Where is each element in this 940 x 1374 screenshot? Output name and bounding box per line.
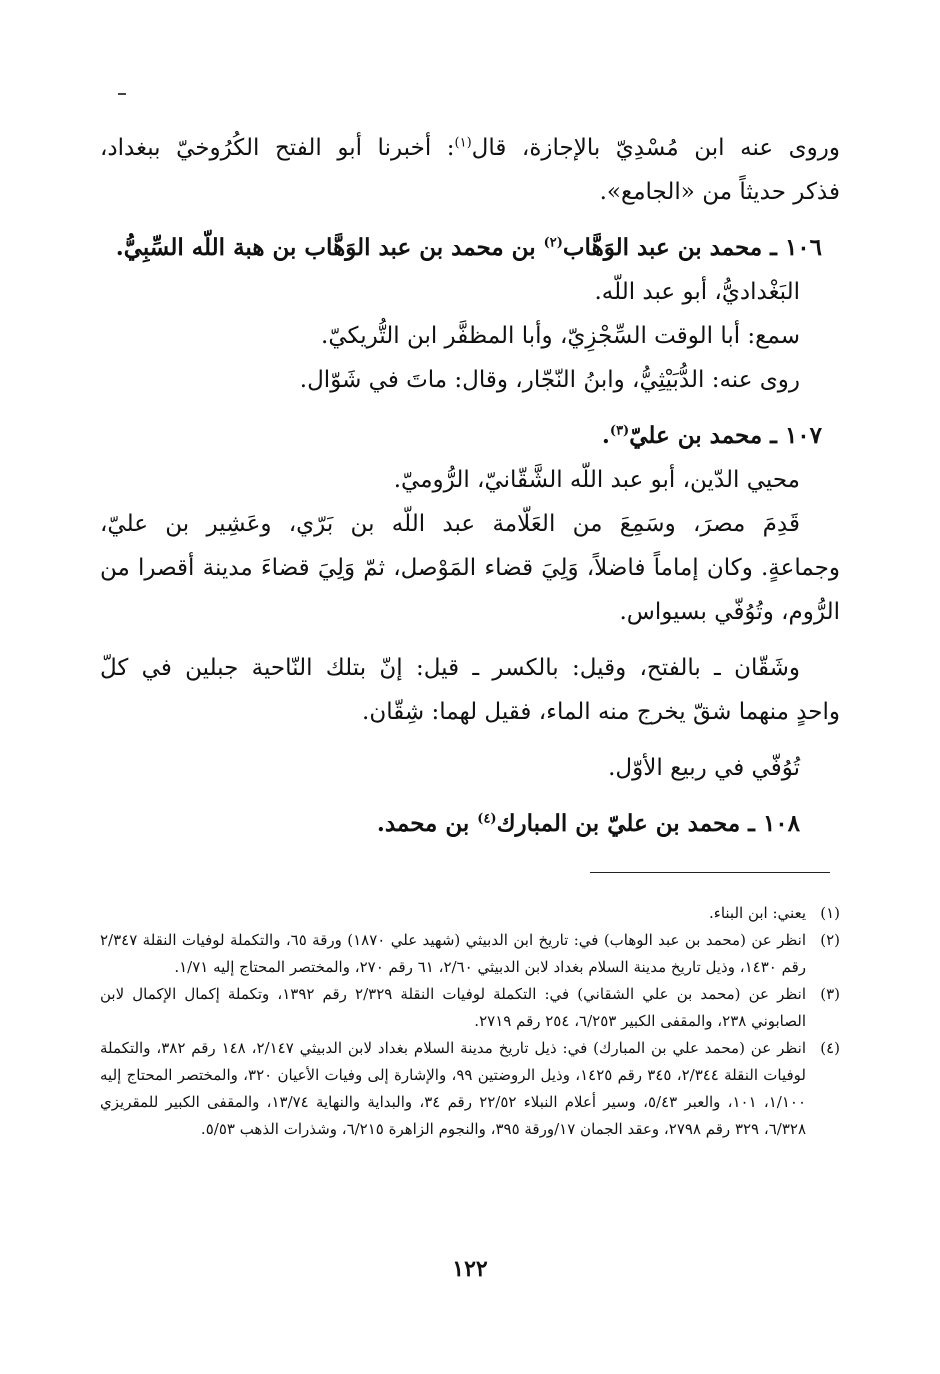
- footnotes: [100, 900, 840, 1143]
- entry-line: وجماعةٍ. وكان إماماً فاضلاً، وَلِيَ قضاء المَوْصل، ثمّ وَلِيَ قضاءَ مدينة أقصرا من: [100, 555, 840, 581]
- footnote-number: (٢): [820, 931, 840, 949]
- footnote-separator: [590, 872, 830, 873]
- entry-heading-107: ١٠٧ ـ محمد بن عليّ$^{(٣)}$.: [601, 422, 822, 449]
- scan-speck: [118, 93, 126, 95]
- entry-line: تُوُفّي في ربيع الأوّل.: [608, 755, 800, 781]
- footnote-number: (٤): [820, 1039, 840, 1057]
- footnote-ref-4[interactable]: (٤): [477, 811, 497, 827]
- entry-heading-106: ١٠٦ ـ محمد بن عبد الوَهَّاب$^{(٢)}$ بن محمد بن عبد الوَهَّاب بن هبة اللّه السِّبِيُّ.: [115, 234, 822, 261]
- footnote-text: انظر عن (محمد علي بن المبارك) في: ذيل تاريخ مدينة السلام بغداد لابن الدبيثي ٢/١٤٧، ١٤٨ رقم ٣٨٢، والتكملة لوفيات النقلة ٢/٣٤٤، ٣٤٥ رقم ١٤٢٥، وذيل الروضتين ٩٩، والإشارة إلى وفيات الأعيان ٣٢٠، والمختصر المحتاج إليه ١/١٠٠، ١٠١، والعبر ٥/٤٣، وسير أعلام النبلاء ٢٢/٥٢ رقم ٣٤، والبداية والنهاية ١٣/٧٤، والمقفى الكبير للمقريزي ٦/٣٢٨، ٣٢٩ رقم ٢٧٩٨، وعقد الجمان ١٧/ورقة ٣٩٥، والنجوم الزاهرة ٦/٢١٥، وشذرات الذهب ٥/٥٣.: [100, 1039, 807, 1138]
- footnote-1: [100, 900, 840, 927]
- entry-line: محيي الدّين، أبو عبد اللّه الشَّقّانيّ، الرُّوميّ.: [393, 467, 800, 493]
- footnote-text: انظر عن (محمد بن عبد الوهاب) في: تاريخ ابن الدبيثي (شهيد علي ١٨٧٠) ورقة ٦٥، والتكملة لوفيات النقلة ٢/٣٤٧ رقم ١٤٣٠، وذيل تاريخ مدينة السلام بغداد لابن الدبيثي ٢/٦٠، ٦١ رقم ٢٧٠، والمختصر المحتاج إليه ١/٧١.: [100, 931, 806, 976]
- footnote-text: يعني: ابن البناء.: [709, 904, 806, 922]
- entry-line: سمع: أبا الوقت السِّجْزِيّ، وأبا المظفَّر ابن التُّريكيّ.: [321, 323, 800, 349]
- entry-line: قَدِمَ مصرَ، وسَمِعَ من العَلّامة عبد اللّه بن بَرّي، وعَشِير بن عليّ،: [100, 511, 800, 537]
- footnote-2: [100, 927, 840, 981]
- entry-line: البَغْداديُّ، أبو عبد اللّه.: [594, 279, 800, 305]
- entry-heading-108: ١٠٨ ـ محمد بن عليّ بن المبارك$^{(٤)}$ بن محمد.: [376, 810, 800, 837]
- entry-line: وشَقّان ـ بالفتح، وقيل: بالكسر ـ قيل: إنّ بتلك النّاحية جبلين في كلّ: [100, 655, 800, 681]
- footnote-4: [100, 1035, 840, 1143]
- entry-line: روى عنه: الدُّبَيْثِيُّ، وابنُ النّجّار، وقال: ماتَ في شَوّال.: [299, 367, 800, 393]
- footnote-text: انظر عن (محمد بن علي الشقاني) في: التكملة لوفيات النقلة ٢/٣٢٩ رقم ١٣٩٢، وتكملة إكمال الإكمال لابن الصابوني ٢٣٨، والمقفى الكبير ٦/٢٥٣، ٢٥٤ رقم ٢٧١٩.: [100, 985, 806, 1030]
- paragraph-line: فذكر حديثاً من «الجامع».: [599, 179, 840, 205]
- footnote-number: (٣): [820, 985, 840, 1003]
- main-text: [100, 126, 840, 846]
- footnote-ref-3[interactable]: (٣): [609, 423, 630, 439]
- paragraph-line: وروى عنه ابن مُسْدِيّ بالإجازة، قال$^{(١)}$: أخبرنا أبو الفتح الكُرُوخيّ ببغداد،: [100, 135, 840, 161]
- footnote-3: [100, 981, 840, 1035]
- page-number: ١٢٢: [452, 1256, 488, 1282]
- footnote-number: (١): [820, 904, 840, 922]
- footnote-ref-1[interactable]: (١): [454, 135, 472, 151]
- footnote-ref-2[interactable]: (٢): [543, 235, 563, 251]
- entry-line: واحدٍ منهما شقّ يخرج منه الماء، فقيل لهما: شِقّان.: [362, 699, 840, 725]
- entry-line: الرُّوم، وتُوُفّي بسيواس.: [619, 599, 840, 625]
